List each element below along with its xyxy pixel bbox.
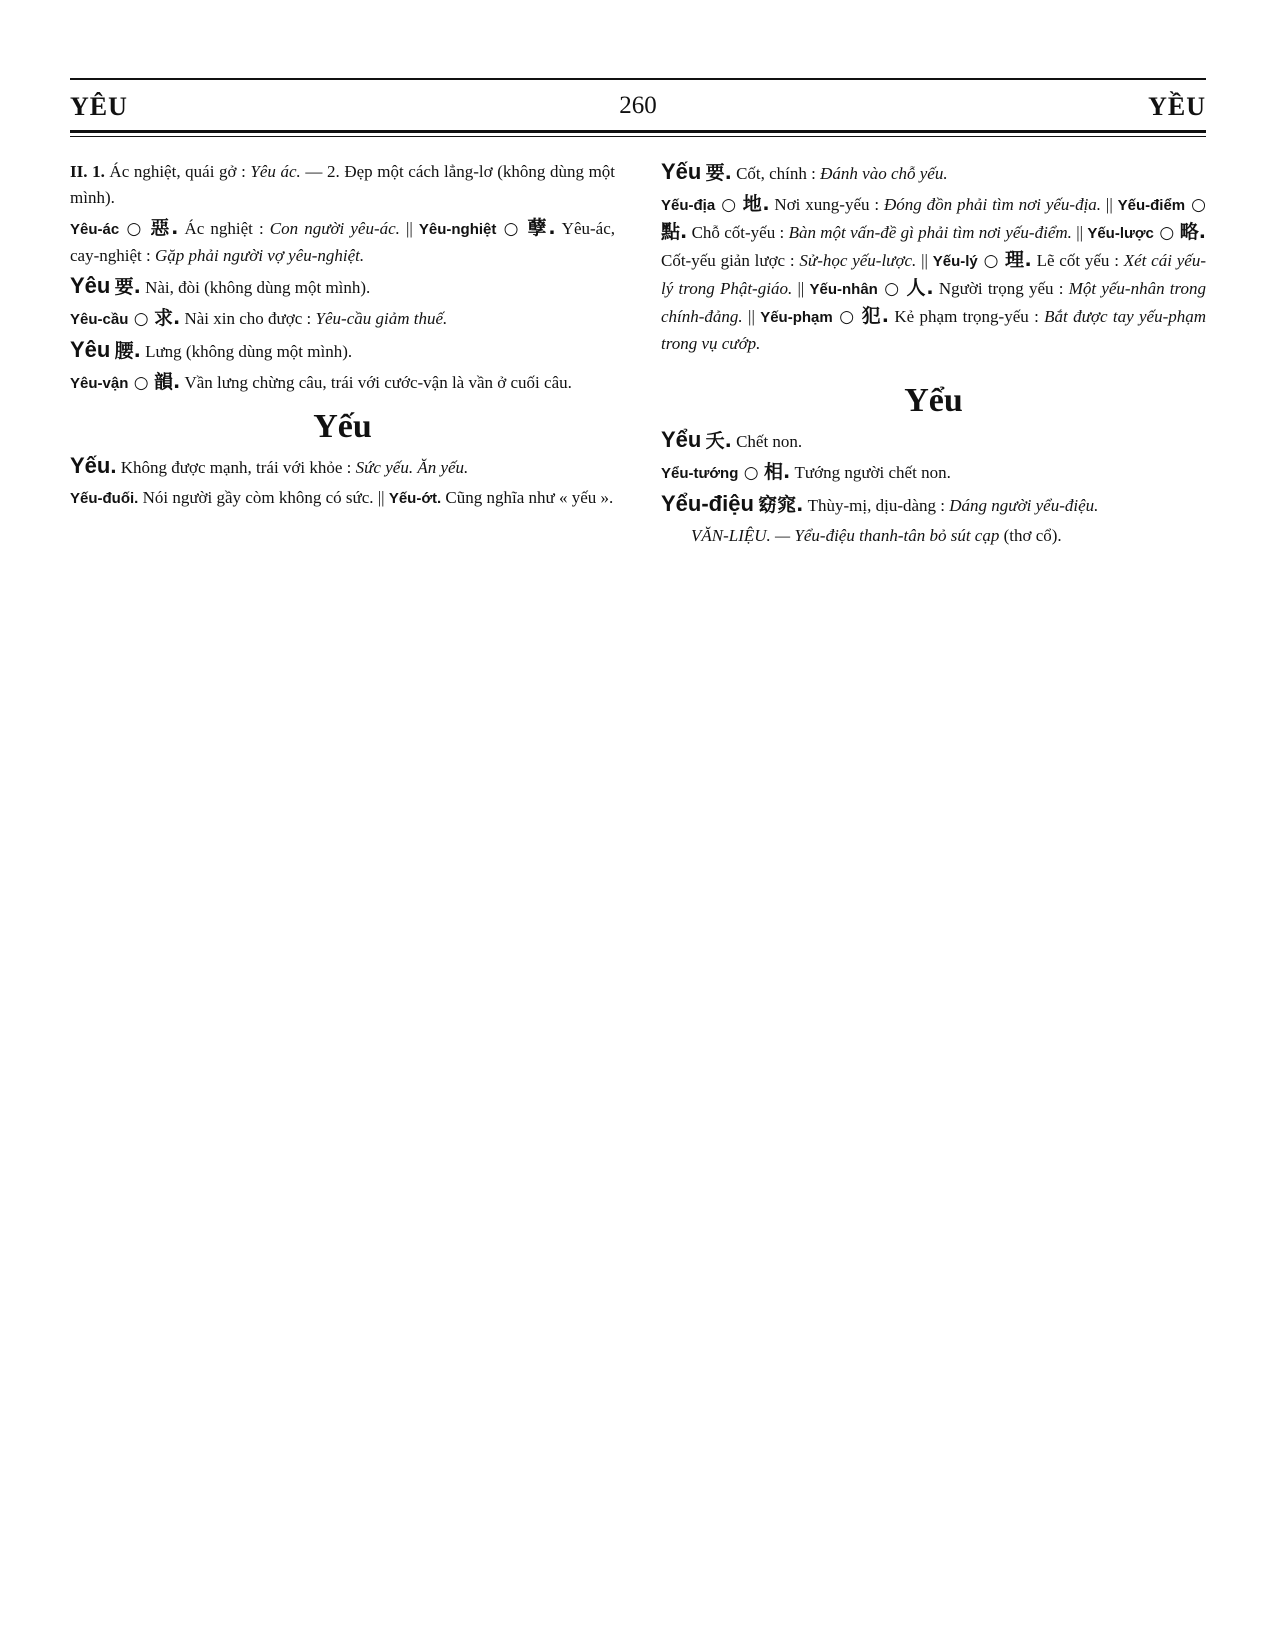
- headword-yeu-dieu: Yểu-điệu 窈窕. Thùy-mị, dịu-dàng : Dáng người yểu-điệu.: [661, 491, 1099, 516]
- entry-yeu-duoi: Yếu-đuối. Nói người gầy còm không có sức. || Yếu-ớt. Cũng nghĩa như « yếu ».: [70, 488, 614, 507]
- entry-yeu-dia-group: Yếu-địa ○ 地. Nơi xung-yếu : Đóng đồn phải tìm nơi yếu-địa. || Yếu-điểm ○ 點. Chỗ cốt-yếu : Bàn một vấn-đề gì phải tìm nơi yếu-điểm. || Yếu-lược ○ 略. Cốt-yếu giản lược : Sử-học yếu-lược. || Yếu-lý ○ 理. Lẽ cốt yếu : Xét cái yếu-lý trong Phật-giáo. || Yếu-nhân ○ 人. Người trọng yếu : Một yếu-nhân trong chính-đảng. || Yếu-phạm ○ 犯. Kẻ phạm trọng-yếu : Bắt được tay yếu-phạm trong vụ cướp.: [661, 193, 1207, 353]
- headword-yeu-weak: Yếu. Không được mạnh, trái với khỏe : Sức yếu. Ăn yếu.: [70, 453, 469, 478]
- header-rule-bottom: [70, 130, 1206, 133]
- citation-label: VĂN-LIỆU. —: [691, 526, 795, 545]
- right-column: [661, 159, 1206, 553]
- header-left-guide-word: YÊU: [70, 92, 128, 121]
- two-column-body: [70, 159, 1206, 553]
- section-heading-yeu-hoi: Yểu: [904, 382, 963, 419]
- entry-yeu-sense-2: II. 1. Ác nghiệt, quái gở : Yêu ác. — 2. Đẹp một cách lẳng-lơ (không dùng một mình).: [70, 162, 616, 207]
- header-right-guide-word: YỀU: [1148, 92, 1206, 121]
- dictionary-page: [70, 78, 1206, 553]
- entry-yeu-van: Yêu-vận ○ 韻. Vần lưng chừng câu, trái với cước-vận là vần ở cuối câu.: [70, 371, 572, 393]
- header-rule-bottom-thin: [70, 136, 1206, 137]
- page-number: 260: [619, 92, 657, 119]
- headword-yeu-lung: Yêu 腰. Lưng (không dùng một mình).: [70, 337, 353, 362]
- headword-yeu-cot: Yếu 要. Cốt, chính : Đánh vào chỗ yếu.: [661, 159, 948, 184]
- section-heading-yeu-sac: Yếu: [313, 408, 372, 445]
- headword-yeu-nai: Yêu 要. Nài, đòi (không dùng một mình).: [70, 273, 371, 298]
- left-column: [70, 159, 615, 553]
- literary-citation: VĂN-LIỆU. — Yểu-điệu thanh-tân bỏ sút cạp (thơ cổ).: [691, 526, 1062, 545]
- sense-number: II. 1.: [70, 162, 105, 181]
- entry-yeu-cau: Yêu-cầu ○ 求. Nài xin cho được : Yêu-cầu giảm thuế.: [70, 307, 448, 329]
- page-header: [70, 80, 1206, 130]
- entry-yeu-tuong: Yểu-tướng ○ 相. Tướng người chết non.: [661, 461, 951, 483]
- entry-yeu-ac: Yêu-ác ○ 惡. Ác nghiệt : Con người yêu-ác. || Yêu-nghiệt ○ 孽. Yêu-ác, cay-nghiệt : Gặp phải người vợ yêu-nghiệt.: [70, 217, 615, 265]
- headword-yeu-chet-non: Yểu 夭. Chết non.: [661, 427, 803, 452]
